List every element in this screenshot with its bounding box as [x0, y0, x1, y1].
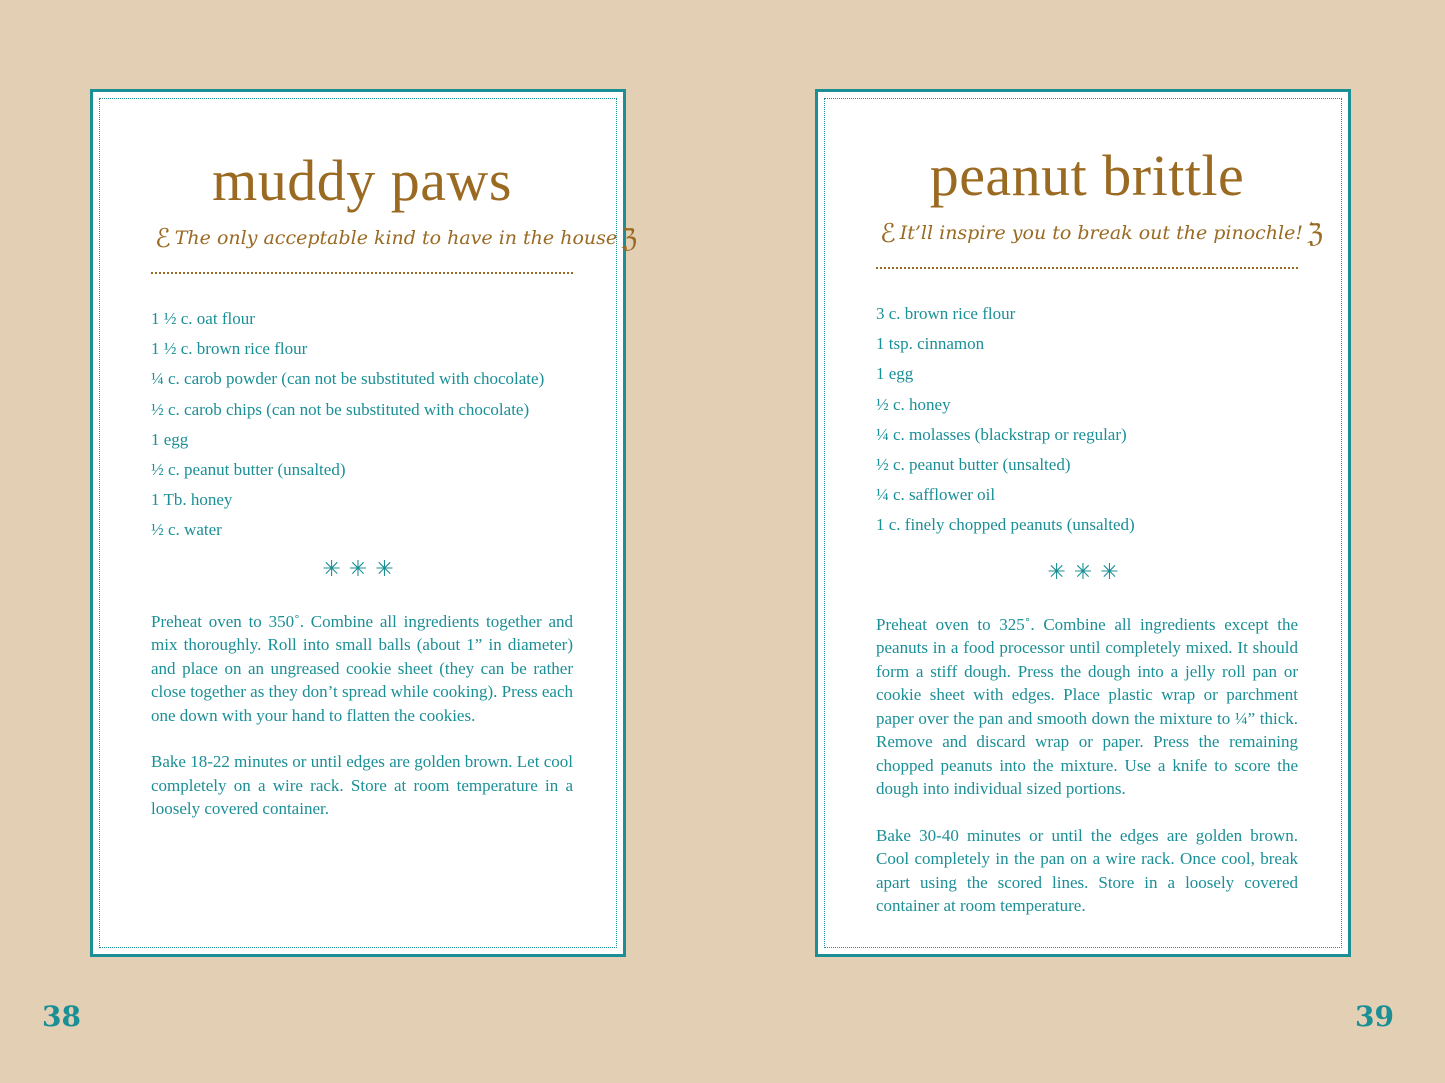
recipe-card-peanut-brittle	[815, 89, 1351, 957]
dotted-divider	[151, 272, 573, 274]
recipe-title: peanut brittle	[929, 143, 1245, 208]
recipe-subtitle-row	[151, 224, 638, 254]
recipe-title: muddy paws	[212, 148, 512, 213]
ingredient-item: 1 tsp. cinnamon	[876, 334, 985, 354]
recipe-content	[151, 92, 638, 821]
ingredient-item: 1 egg	[876, 364, 914, 384]
recipe-subtitle-row	[876, 219, 1324, 249]
ingredient-item: ½ c. water	[151, 520, 222, 540]
recipe-subtitle: It’ll inspire you to break out the pinochle!	[899, 222, 1303, 244]
asterisk-divider-icon: ✳✳✳	[1047, 558, 1127, 584]
recipe-subtitle: The only acceptable kind to have in the house	[174, 227, 618, 249]
ingredient-item: ½ c. peanut butter (unsalted)	[151, 459, 346, 479]
ingredient-item: ¼ c. molasses (blackstrap or regular)	[876, 424, 1127, 444]
ingredient-item: 1 c. finely chopped peanuts (unsalted)	[876, 515, 1135, 535]
ingredient-item: ¼ c. carob powder (can not be substituted with chocolate)	[151, 369, 545, 389]
directions-paragraph: Bake 30-40 minutes or until the edges are golden brown. Cool completely in the pan on a wire rack. Once cool, break apart using the scored lines. Store in a loosely covered container at room temperature.	[876, 825, 1298, 915]
ornament-left-icon: ℰ	[880, 219, 896, 249]
directions-paragraph: Bake 18-22 minutes or until edges are golden brown. Let cool completely on a wire rack. Store at room temperature in a loosely covered container.	[151, 752, 573, 818]
ingredient-list	[876, 299, 1298, 541]
ingredient-item: 1 ½ c. brown rice flour	[151, 339, 308, 359]
ingredient-item: 1 Tb. honey	[151, 490, 233, 510]
ingredient-item: ¼ c. safflower oil	[876, 485, 996, 505]
asterisk-divider-icon: ✳✳✳	[322, 555, 402, 581]
recipe-content	[876, 92, 1324, 918]
directions-paragraph: Preheat oven to 350˚. Combine all ingredients together and mix thoroughly. Roll into small balls (about 1” in diameter) and place on an ungreased cookie sheet (they can be rather close together as they don’t spread while cooking). Press each one down with your hand to flatten the cookies.	[151, 611, 573, 725]
ornament-right-icon: ℨ	[1306, 219, 1324, 249]
page-number-right: 39	[1355, 1000, 1394, 1033]
ingredient-item: ½ c. carob chips (can not be substituted with chocolate)	[151, 399, 530, 419]
ingredient-item: ½ c. peanut butter (unsalted)	[876, 454, 1071, 474]
ingredient-item: 3 c. brown rice flour	[876, 304, 1016, 323]
ingredient-item: ½ c. honey	[876, 394, 951, 414]
ingredient-list	[151, 304, 573, 546]
ornament-right-icon: ℨ	[621, 224, 638, 254]
dotted-divider	[876, 267, 1298, 269]
ornament-left-icon: ℰ	[155, 224, 171, 254]
directions-paragraph: Preheat oven to 325˚. Combine all ingredients except the peanuts in a food processor until completely mixed. It should form a stiff dough. Press the dough into a jelly roll pan or cookie sheet with edges. Place plastic wrap or parchment paper over the pan and smooth down the mixture to ¼” thick. Remove and discard wrap or paper. Press the remaining chopped peanuts into the mixture. Use a knife to score the dough into individual sized portions.	[876, 614, 1298, 798]
page-number-left: 38	[42, 1000, 81, 1033]
ingredient-item: 1 ½ c. oat flour	[151, 309, 255, 328]
recipe-card-muddy-paws	[90, 89, 638, 957]
ingredient-item: 1 egg	[151, 429, 189, 449]
